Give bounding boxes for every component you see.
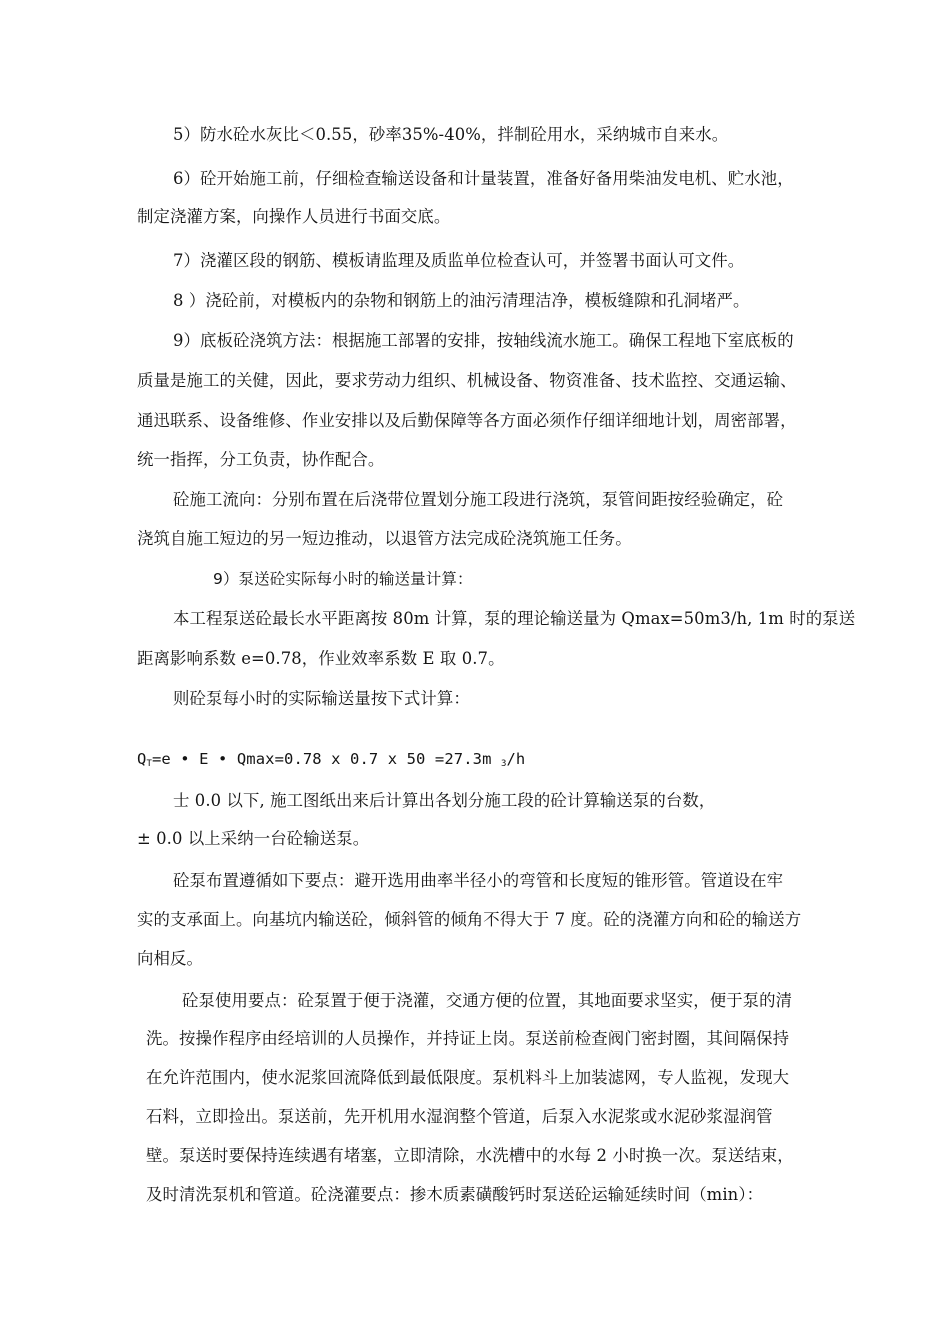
formula-unit: /h bbox=[506, 750, 526, 768]
paragraph-line: 距离影响系数 e=0.78，作业效率系数 E 取 0.7。 bbox=[137, 649, 505, 668]
paragraph-line: 6）砼开始施工前，仔细检查输送设备和计量装置，准备好备用柴油发电机、贮水池， bbox=[173, 169, 794, 188]
paragraph-line: 5）防水砼水灰比＜0.55，砂率35%-40%，拌制砼用水，采纳城市自来水。 bbox=[173, 125, 729, 144]
paragraph-line: 向相反。 bbox=[137, 949, 203, 968]
paragraph-line: 壁。泵送时要保持连续遇有堵塞，立即清除，水洗槽中的水每 2 小时换一次。泵送结束， bbox=[146, 1146, 794, 1165]
section-heading: 9）泵送砼实际每小时的输送量计算： bbox=[213, 570, 473, 588]
paragraph-line: 洗。按操作程序由经培训的人员操作，并持证上岗。泵送前检查阀门密封圈，其间隔保持 bbox=[146, 1029, 790, 1048]
paragraph-line: 8 ）浇砼前，对模板内的杂物和钢筋上的油污清理洁净，模板缝隙和孔洞堵严。 bbox=[173, 291, 750, 310]
paragraph-line: 砼施工流向：分别布置在后浇带位置划分施工段进行浇筑，泵管间距按经验确定，砼 bbox=[173, 490, 784, 509]
paragraph-line: 实的支承面上。向基坑内输送砼，倾斜管的倾角不得大于 7 度。砼的浇灌方向和砼的输送方 bbox=[137, 910, 802, 929]
paragraph-line: 石料，立即捡出。泵送前，先开机用水湿润整个管道，后泵入水泥浆或水泥砂浆湿润管 bbox=[146, 1107, 773, 1126]
formula-expression: =e • E • Qmax=0.78 x 0.7 x 50 =27.3m bbox=[151, 750, 501, 768]
formula-symbol: Q bbox=[137, 750, 147, 768]
paragraph-line: 通迅联系、设备维修、作业安排以及后勤保障等各方面必须作仔细详细地计划，周密部署， bbox=[137, 411, 797, 430]
paragraph-line: 砼泵使用要点：砼泵置于便于浇灌，交通方便的位置，其地面要求坚实，便于泵的清 bbox=[182, 991, 793, 1010]
paragraph-line: ± 0.0 以上采纳一台砼输送泵。 bbox=[137, 829, 370, 848]
paragraph-line: 在允许范围内，使水泥浆回流降低到最低限度。泵机料斗上加装滤网，专人监视，发现大 bbox=[146, 1068, 790, 1087]
paragraph-line: 砼泵布置遵循如下要点：避开选用曲率半径小的弯管和长度短的锥形管。管道设在牢 bbox=[173, 871, 784, 890]
formula-line bbox=[137, 748, 525, 775]
paragraph-line: 浇筑自施工短边的另一短边推动，以退管方法完成砼浇筑施工任务。 bbox=[137, 529, 632, 548]
formula-unit-superscript: 3 bbox=[500, 759, 507, 769]
paragraph-line: 7）浇灌区段的钢筋、模板请监理及质监单位检查认可，并签署书面认可文件。 bbox=[173, 251, 745, 270]
paragraph-line: 及时清洗泵机和管道。砼浇灌要点：掺木质素磺酸钙时泵送砼运输延续时间（min）： bbox=[146, 1185, 764, 1204]
formula-subscript: T bbox=[146, 759, 152, 769]
paragraph-line: 则砼泵每小时的实际输送量按下式计算： bbox=[173, 689, 470, 708]
paragraph-line: 质量是施工的关健，因此，要求劳动力组织、机械设备、物资准备、技术监控、交通运输、 bbox=[137, 371, 797, 390]
paragraph-line: 制定浇灌方案，向操作人员进行书面交底。 bbox=[137, 207, 451, 226]
paragraph-line: 统一指挥，分工负责，协作配合。 bbox=[137, 450, 385, 469]
paragraph-line: 本工程泵送砼最长水平距离按 80m 计算，泵的理论输送量为 Qmax=50m3/h, 1m 时的泵送 bbox=[173, 609, 856, 628]
paragraph-line: 士 0.0 以下, 施工图纸出来后计算出各划分施工段的砼计算输送泵的台数， bbox=[173, 791, 716, 810]
paragraph-line: 9）底板砼浇筑方法：根据施工部署的安排，按轴线流水施工。确保工程地下室底板的 bbox=[173, 331, 794, 350]
